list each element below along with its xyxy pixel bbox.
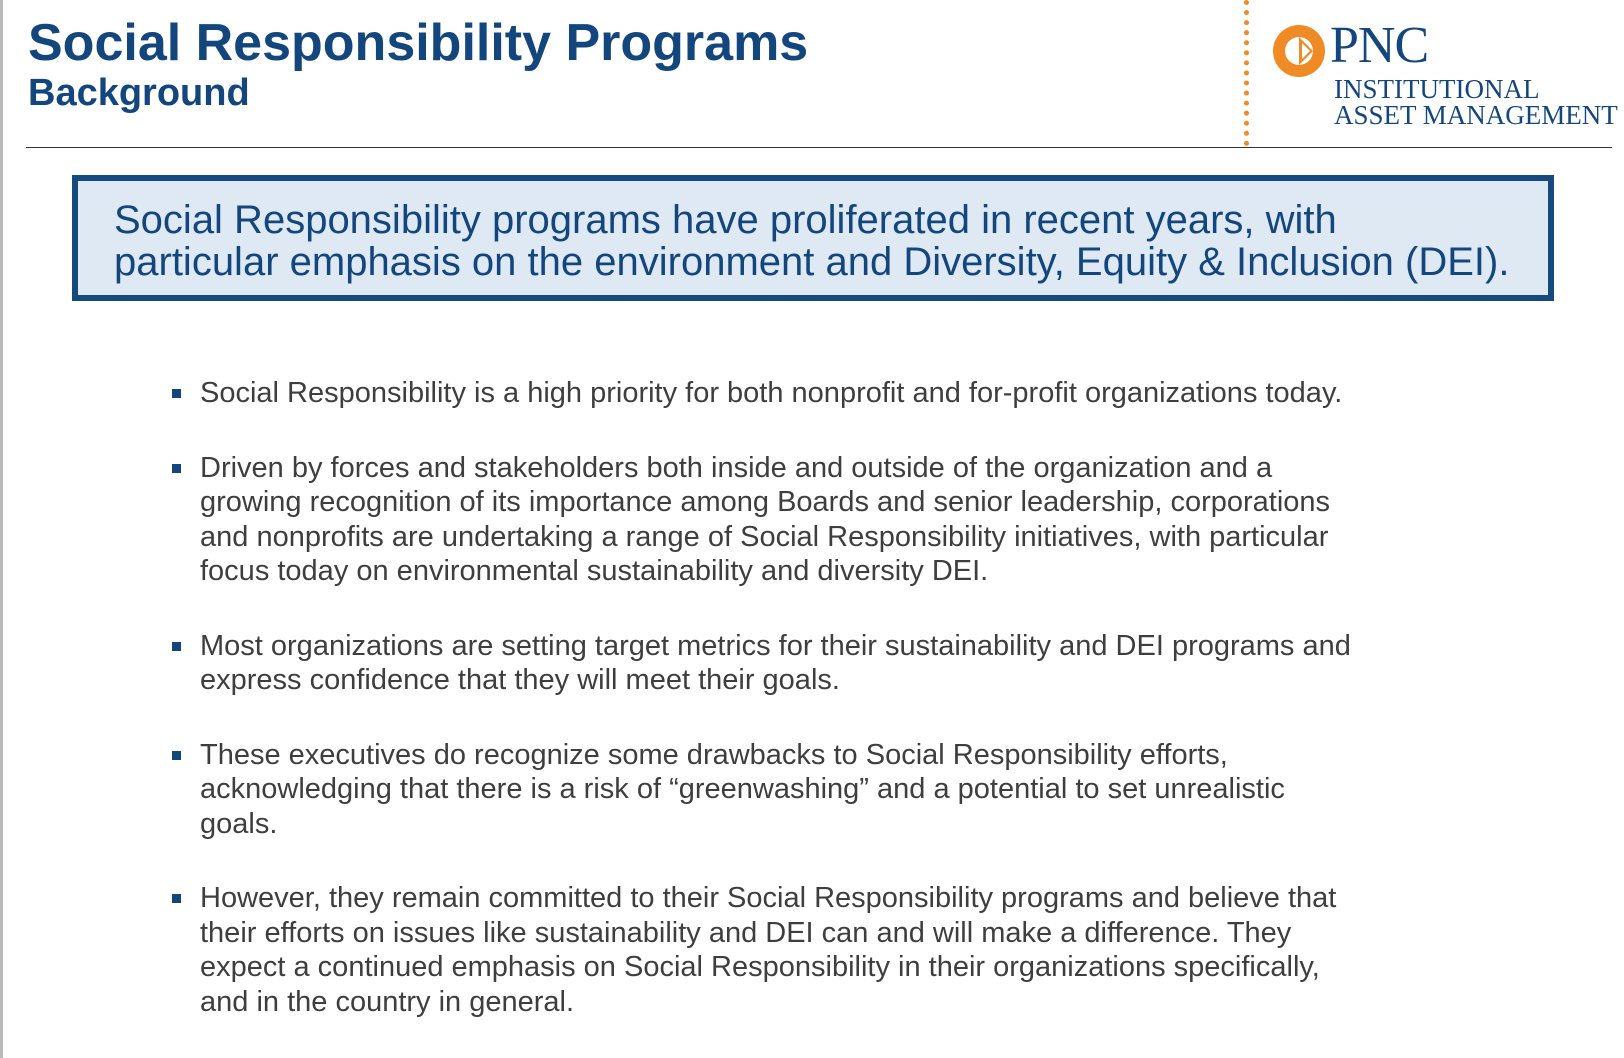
bullet-line: These executives do recognize some drawbacks to Social Responsibility efforts,: [200, 738, 1228, 771]
bullet-line: Social Responsibility is a high priority for both nonprofit and for-profit organizations today.: [200, 377, 1343, 409]
logo-divider: [1244, 0, 1249, 146]
bullet-item: [170, 881, 1500, 1019]
bullet-line: acknowledging that there is a risk of “greenwashing” and a potential to set unrealistic: [200, 773, 1285, 805]
bullet-line: express confidence that they will meet their goals.: [200, 664, 840, 696]
bullet-item: [170, 451, 1500, 589]
slide-left-edge: [0, 0, 3, 1058]
bullet-line: Most organizations are setting target metrics for their sustainability and DEI programs and: [200, 629, 1351, 662]
header-rule: [26, 147, 1612, 148]
callout-line-2: particular emphasis on the environment and Diversity, Equity & Inclusion (DEI).: [114, 240, 1510, 284]
bullet-line: and nonprofits are undertaking a range of Social Responsibility initiatives, with particular: [200, 520, 1329, 553]
logo-tagline-line-2: ASSET MANAGEMENT: [1334, 100, 1618, 130]
bullet-line: focus today on environmental sustainability and diversity DEI.: [200, 555, 989, 587]
bullet-item: [170, 629, 1500, 698]
bullet-line: expect a continued emphasis on Social Responsibility in their organizations specifically,: [200, 951, 1320, 983]
bullet-line: goals.: [200, 807, 278, 840]
logo-brand-text: PNC: [1330, 17, 1429, 74]
bullet-line: However, they remain committed to their Social Responsibility programs and believe that: [200, 882, 1337, 914]
page-title: Social Responsibility Programs: [28, 14, 809, 72]
logo-tagline-line-1: INSTITUTIONAL: [1334, 74, 1540, 104]
bullet-square-icon: [172, 894, 181, 903]
bullet-line: and in the country in general.: [200, 985, 575, 1018]
callout-text: [114, 199, 1548, 283]
bullet-square-icon: [172, 642, 181, 651]
bullet-square-icon: [172, 751, 181, 760]
pnc-logo-icon: [1272, 24, 1326, 78]
callout-line-1: Social Responsibility programs have proliferated in recent years, with: [114, 198, 1337, 242]
bullet-line: their efforts on issues like sustainability and DEI can and will make a difference. They: [200, 916, 1292, 949]
bullet-item: [170, 738, 1500, 842]
bullet-square-icon: [172, 464, 181, 473]
bullet-item: [170, 376, 1500, 411]
page-subtitle: Background: [28, 72, 250, 114]
bullet-square-icon: [172, 389, 181, 398]
bullet-line: growing recognition of its importance among Boards and senior leadership, corporations: [200, 486, 1331, 518]
bullet-line: Driven by forces and stakeholders both inside and outside of the organization and a: [200, 451, 1273, 484]
callout-box: [72, 175, 1554, 301]
bullet-list: [170, 376, 1500, 1019]
